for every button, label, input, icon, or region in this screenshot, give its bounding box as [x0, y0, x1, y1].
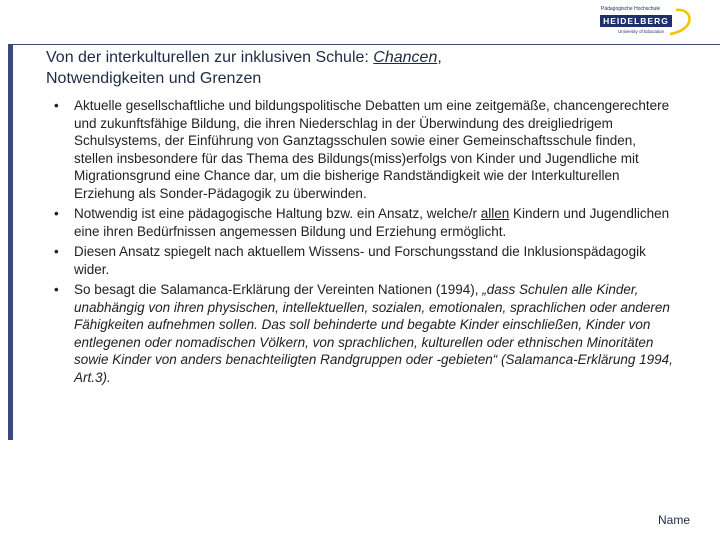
- bullet-icon: •: [54, 206, 59, 221]
- list-item: [46, 97, 676, 202]
- list-item: [46, 243, 676, 278]
- logo-line-3: University of Education: [618, 29, 665, 34]
- title-suffix: ,: [437, 49, 442, 66]
- bullet-text-4-pre: So besagt die Salamanca-Erklärung der Vereinten Nationen (1994),: [74, 282, 483, 297]
- university-logo: [598, 4, 698, 40]
- bullet-text-4-quote: „dass Schulen alle Kinder, unabhängig von ihren physischen, intellektuellen, sozialen, emotionalen, sprachlichen oder anderen Fähigkeiten aufnehmen sollen. Das soll behinderte und begabte Kinder einschließen, Kinder von entlegenen oder nomadischen Völkern, von sprachlichen, kulturellen oder ethnischen Minoritäten sowie Kinder von anders benachteiligten Randgruppen oder -gebieten“ (Salamanca-Erklärung 1994, Art.3).: [74, 282, 673, 385]
- footer-name: Name: [657, 513, 690, 527]
- bullet-icon: •: [54, 98, 59, 113]
- logo-wordmark: HEIDELBERG: [600, 15, 672, 27]
- header-divider: [8, 44, 720, 45]
- bullet-text-2-post: Kindern und Jugendlichen eine ihren Bedürfnissen angemessen Bildung und Erziehung ermöglicht.: [74, 206, 670, 239]
- slide-title: [46, 47, 606, 89]
- list-item: [46, 205, 676, 240]
- logo-line-1: Pädagogische Hochschule: [601, 6, 661, 12]
- bullet-text-2-pre: Notwendig ist eine pädagogische Haltung bzw. ein Ansatz, welche/r: [74, 206, 481, 221]
- bullet-text-3: Diesen Ansatz spiegelt nach aktuellem Wissens- und Forschungsstand die Inklusionspädagogik wider.: [74, 244, 646, 277]
- title-line-2: Notwendigkeiten und Grenzen: [46, 70, 262, 87]
- bullet-icon: •: [54, 282, 59, 297]
- bullet-icon: •: [54, 244, 59, 259]
- bullet-text-1: Aktuelle gesellschaftliche und bildungspolitische Debatten um eine zeitgemäße, chancengerechtere und zukunftsfähige Bildung, die ihren Niederschlag in der Überwindung des dreigliedrigem Schulsystems, der Einführung von Ganztagsschulen sowie einer Gemeinschaftsschule finden, stellen insbesondere für das Thema des Bildungs(miss)erfolgs von Kinder und Jugendliche mit Migrationsgrund eine Chance dar, um die bisherige Randständigkeit wie der Interkulturellen Erziehung als Sonder-Pädagogik zu überwinden.: [74, 98, 670, 201]
- left-accent-bar: [8, 45, 13, 440]
- list-item: [46, 281, 676, 386]
- title-emphasis: Chancen: [373, 49, 438, 66]
- title-prefix: Von der interkulturellen zur inklusiven Schule:: [46, 49, 374, 66]
- bullet-text-2-emphasis: allen: [480, 206, 510, 221]
- bullet-list: [46, 97, 676, 389]
